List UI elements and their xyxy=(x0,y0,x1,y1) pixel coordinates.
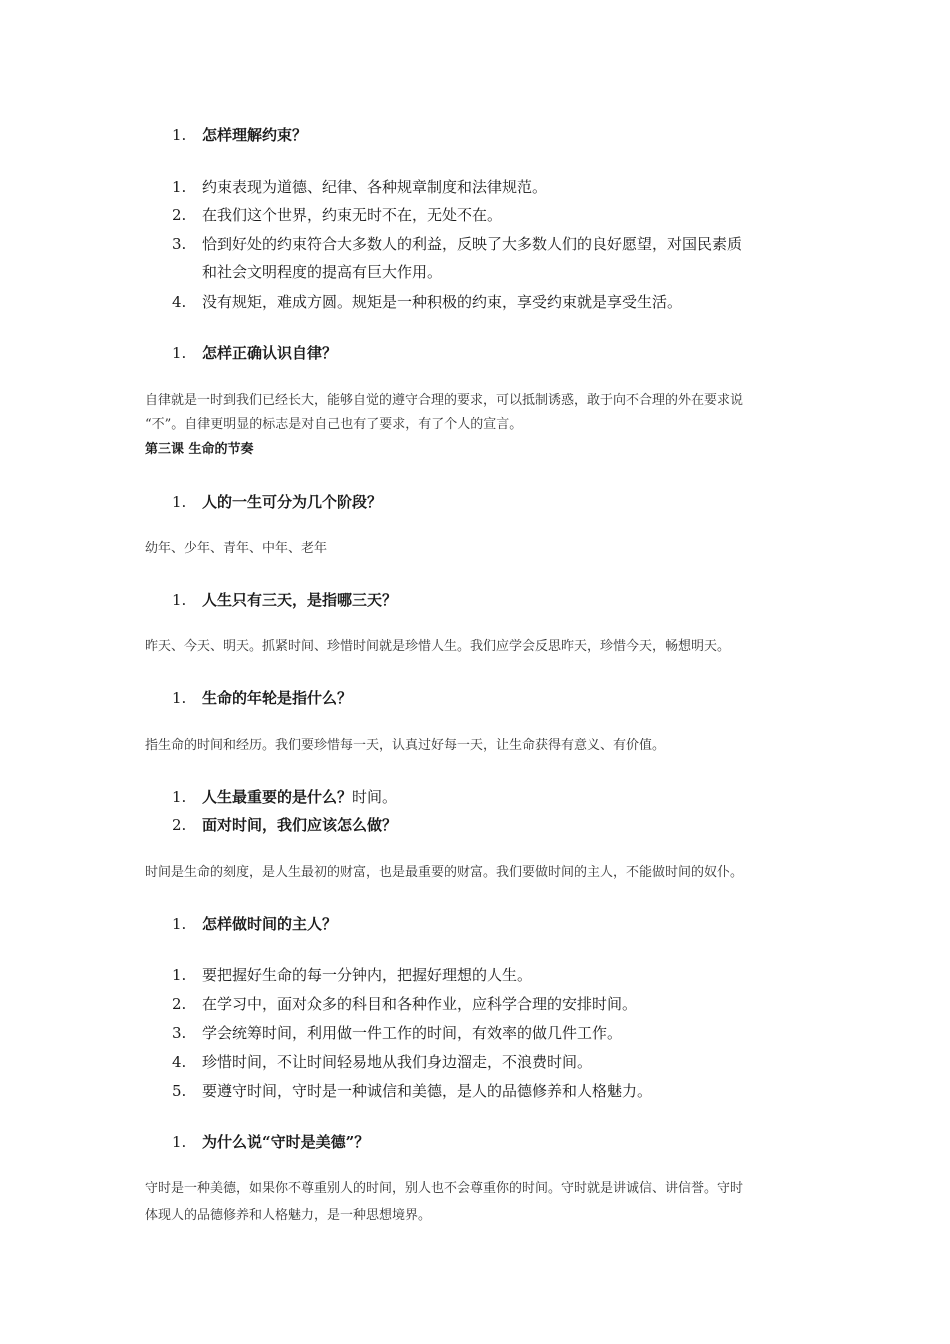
question-punctuality-virtue xyxy=(172,1132,370,1152)
lesson-heading: 第三课 生命的节奏 xyxy=(145,442,254,457)
question-rings-of-life xyxy=(172,688,353,708)
list-item-text: 恰到好处的约束符合大多数人的利益，反映了大多数人们的良好愿望，对国民素质 xyxy=(202,235,743,253)
list-item xyxy=(172,1052,593,1072)
answer-text: 时间是生命的刻度，是人生最初的财富，也是最重要的财富。我们要做时间的主人，不能做时间的奴仆。 xyxy=(145,865,744,880)
list-number: 1. xyxy=(172,966,187,984)
question-master-of-time xyxy=(172,914,338,934)
list-number: 1. xyxy=(172,493,187,511)
question-face-time xyxy=(172,815,398,835)
paragraph-line: 守时是一种美德，如果你不尊重别人的时间，别人也不会尊重你的时间。守时就是讲诚信、讲信誉。守时 xyxy=(145,1181,744,1196)
list-item-text: 要遵守时间，守时是一种诚信和美德，是人的品德修养和人格魅力。 xyxy=(202,1082,653,1100)
answer-text: 幼年、少年、青年、中年、老年 xyxy=(145,541,328,556)
question-self-discipline xyxy=(172,343,338,363)
list-number: 1. xyxy=(172,178,187,196)
question-text: 怎样理解约束？ xyxy=(202,126,308,144)
list-item-text: 在我们这个世界，约束无时不在，无处不在。 xyxy=(202,206,503,224)
question-text: 人生最重要的是什么？ xyxy=(202,788,353,806)
list-item xyxy=(172,1081,653,1101)
list-item-text: 没有规矩，难成方圆。规矩是一种积极的约束，享受约束就是享受生活。 xyxy=(202,293,683,311)
list-item xyxy=(172,994,638,1014)
paragraph-line: “不”。自律更明显的标志是对自己也有了要求，有了个人的宣言。 xyxy=(145,417,523,432)
list-number: 1. xyxy=(172,344,187,362)
list-item-text: 珍惜时间，不让时间轻易地从我们身边溜走，不浪费时间。 xyxy=(202,1053,593,1071)
list-number: 1. xyxy=(172,126,187,144)
question-understand-constraint xyxy=(172,125,308,145)
list-item xyxy=(172,965,533,985)
paragraph-line: 自律就是一时到我们已经长大，能够自觉的遵守合理的要求，可以抵制诱惑，敢于向不合理的外在要求说 xyxy=(145,393,744,408)
list-number: 5. xyxy=(172,1082,187,1100)
list-number: 2. xyxy=(172,206,187,224)
paragraph-line: 体现人的品德修养和人格魅力，是一种思想境界。 xyxy=(145,1208,432,1223)
question-life-stages xyxy=(172,492,383,512)
list-item xyxy=(172,205,503,225)
list-number: 3. xyxy=(172,1024,187,1042)
question-text: 人生只有三天，是指哪三天？ xyxy=(202,591,398,609)
list-number: 4. xyxy=(172,293,187,311)
list-number: 3. xyxy=(172,235,187,253)
list-number: 1. xyxy=(172,689,187,707)
question-text: 面对时间，我们应该怎么做？ xyxy=(202,816,398,834)
answer-text: 昨天、今天、明天。抓紧时间、珍惜时间就是珍惜人生。我们应学会反思昨天，珍惜今天，畅想明天。 xyxy=(145,639,731,654)
list-item xyxy=(172,234,743,254)
list-number: 1. xyxy=(172,591,187,609)
question-most-important xyxy=(172,787,398,807)
list-item-text: 在学习中，面对众多的科目和各种作业，应科学合理的安排时间。 xyxy=(202,995,638,1013)
list-item-text: 要把握好生命的每一分钟内，把握好理想的人生。 xyxy=(202,966,533,984)
list-number: 1. xyxy=(172,915,187,933)
inline-answer: 时间。 xyxy=(352,788,398,806)
question-text: 怎样做时间的主人？ xyxy=(202,915,338,933)
list-item-text: 学会统筹时间，利用做一件工作的时间，有效率的做几件工作。 xyxy=(202,1024,623,1042)
list-item xyxy=(172,177,548,197)
list-item xyxy=(172,1023,623,1043)
question-text: 怎样正确认识自律？ xyxy=(202,344,338,362)
list-number: 1. xyxy=(172,1133,187,1151)
list-item xyxy=(172,292,683,312)
list-number: 4. xyxy=(172,1053,187,1071)
answer-text: 指生命的时间和经历。我们要珍惜每一天，认真过好每一天，让生命获得有意义、有价值。 xyxy=(145,738,666,753)
list-number: 2. xyxy=(172,816,187,834)
list-number: 2. xyxy=(172,995,187,1013)
list-number: 1. xyxy=(172,788,187,806)
question-three-days xyxy=(172,590,398,610)
question-text: 人的一生可分为几个阶段？ xyxy=(202,493,383,511)
question-text: 生命的年轮是指什么？ xyxy=(202,689,353,707)
question-text: 为什么说“守时是美德”？ xyxy=(202,1133,370,1151)
list-item-continuation: 和社会文明程度的提高有巨大作用。 xyxy=(202,263,443,281)
list-item-text: 约束表现为道德、纪律、各种规章制度和法律规范。 xyxy=(202,178,548,196)
